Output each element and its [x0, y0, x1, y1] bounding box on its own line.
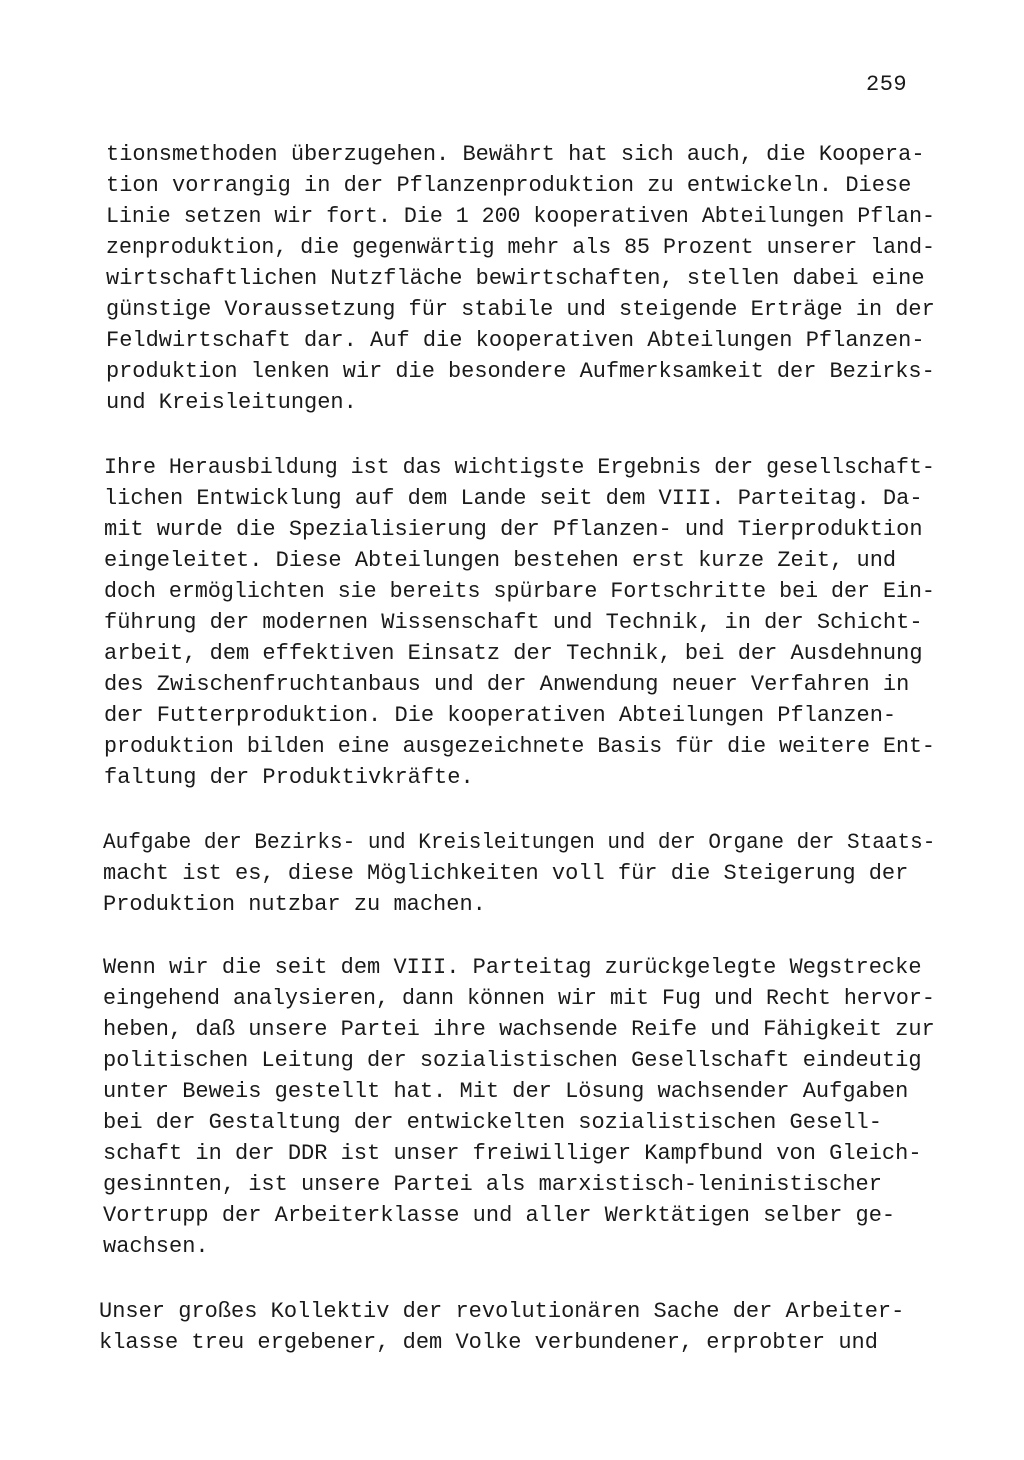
text-line: zenproduktion, die gegenwärtig mehr als 85 Prozent unserer land- — [106, 235, 935, 260]
text-line: gesinnten, ist unsere Partei als marxistisch-leninistischer — [103, 1172, 882, 1197]
text-line: Aufgabe der Bezirks- und Kreisleitungen und der Organe der Staats- — [103, 830, 936, 855]
text-line: politischen Leitung der sozialistischen Gesellschaft eindeutig — [103, 1048, 922, 1073]
text-line: tionsmethoden überzugehen. Bewährt hat sich auch, die Koopera- — [106, 142, 925, 167]
text-line: der Futterproduktion. Die kooperativen Abteilungen Pflanzen- — [104, 703, 897, 728]
text-line: heben, daß unsere Partei ihre wachsende Reife und Fähigkeit zur — [103, 1017, 935, 1042]
text-line: faltung der Produktivkräfte. — [104, 765, 474, 790]
text-line: Vortrupp der Arbeiterklasse und aller Werktätigen selber ge- — [103, 1203, 896, 1228]
text-line: produktion bilden eine ausgezeichnete Basis für die weitere Ent- — [104, 734, 935, 759]
text-line: arbeit, dem effektiven Einsatz der Technik, bei der Ausdehnung — [104, 641, 923, 666]
text-line: führung der modernen Wissenschaft und Technik, in der Schicht- — [104, 610, 923, 635]
text-line: des Zwischenfruchtanbaus und der Anwendung neuer Verfahren in — [104, 672, 910, 697]
text-line: wirtschaftlichen Nutzfläche bewirtschaften, stellen dabei eine — [106, 266, 925, 291]
text-line: günstige Voraussetzung für stabile und steigende Erträge in der — [106, 297, 935, 322]
text-line: Produktion nutzbar zu machen. — [103, 892, 486, 917]
text-line: schaft in der DDR ist unser freiwilliger Kampfbund von Gleich- — [103, 1141, 922, 1166]
text-line: bei der Gestaltung der entwickelten sozialistischen Gesell- — [103, 1110, 882, 1135]
text-line: lichen Entwicklung auf dem Lande seit dem VIII. Parteitag. Da- — [104, 486, 923, 511]
text-line: doch ermöglichten sie bereits spürbare Fortschritte bei der Ein- — [104, 579, 935, 604]
text-line: tion vorrangig in der Pflanzenproduktion zu entwickeln. Diese — [106, 173, 912, 198]
text-line: Ihre Herausbildung ist das wichtigste Ergebnis der gesellschaft- — [104, 455, 935, 480]
text-line: wachsen. — [103, 1234, 209, 1259]
text-line: Wenn wir die seit dem VIII. Parteitag zurückgelegte Wegstrecke — [103, 955, 922, 980]
text-line: und Kreisleitungen. — [106, 390, 357, 415]
text-line: macht ist es, diese Möglichkeiten voll für die Steigerung der — [103, 861, 909, 886]
text-line: Unser großes Kollektiv der revolutionären Sache der Arbeiter- — [99, 1299, 905, 1324]
text-line: unter Beweis gestellt hat. Mit der Lösung wachsender Aufgaben — [103, 1079, 909, 1104]
text-line: klasse treu ergebener, dem Volke verbundener, erprobter und — [99, 1330, 878, 1355]
page-number: 259 — [866, 72, 908, 97]
text-line: produktion lenken wir die besondere Aufmerksamkeit der Bezirks- — [106, 359, 935, 384]
text-line: Linie setzen wir fort. Die 1 200 kooperativen Abteilungen Pflan- — [106, 204, 935, 229]
text-line: Feldwirtschaft dar. Auf die kooperativen Abteilungen Pflanzen- — [106, 328, 925, 353]
text-line: eingehend analysieren, dann können wir mit Fug und Recht hervor- — [103, 986, 935, 1011]
text-line: eingeleitet. Diese Abteilungen bestehen erst kurze Zeit, und — [104, 548, 897, 573]
text-line: mit wurde die Spezialisierung der Pflanzen- und Tierproduktion — [104, 517, 923, 542]
